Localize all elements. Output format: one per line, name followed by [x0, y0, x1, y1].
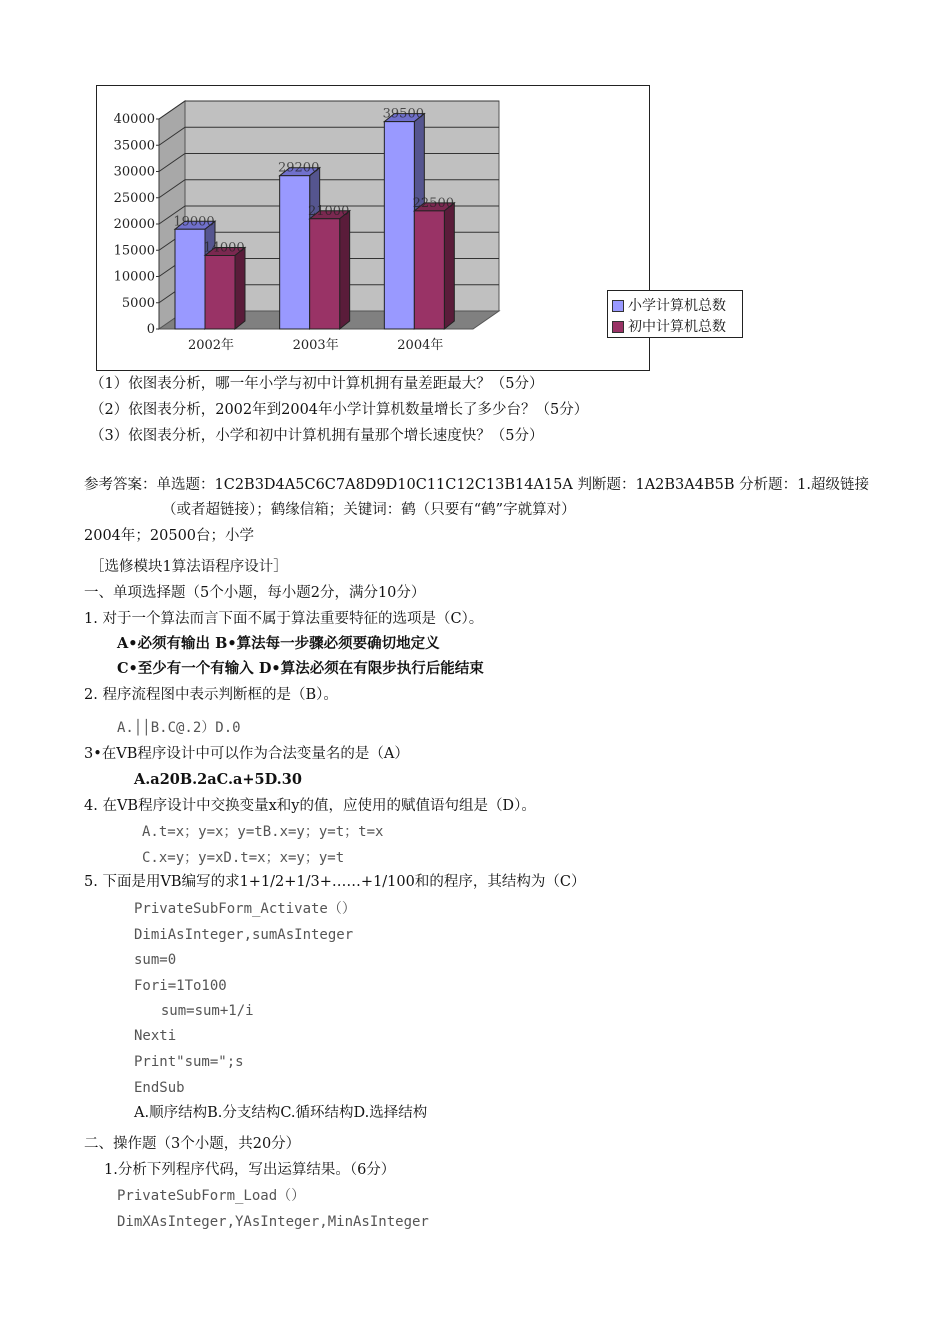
bar-side	[235, 248, 245, 330]
mc-question-1-options-cd: C•至少有一个有输入 D•算法必须在有限步执行后能结束	[117, 660, 484, 677]
y-tick-label: 30000	[113, 164, 155, 180]
x-tick-label: 2002年	[187, 338, 235, 353]
bar-side	[444, 203, 454, 329]
data-label: 21000	[307, 203, 350, 219]
mc-question-4-options-ab: A.t=x；y=x；y=tB.x=y；y=t；t=x	[142, 824, 384, 840]
code-line: Fori=1To100	[134, 978, 227, 994]
data-label: 14000	[203, 240, 245, 256]
chart-legend	[607, 290, 743, 338]
mc-question-5: 5. 下面是用VB编写的求1+1/2+1/3+……+1/100和的程序，其结构为（C）	[84, 874, 586, 890]
legend-item-junior	[612, 316, 726, 336]
code-line: Nexti	[134, 1028, 177, 1044]
bar-chart	[96, 85, 726, 371]
code-line: Print"sum=";s	[134, 1054, 244, 1070]
code-line: DimiAsInteger,sumAsInteger	[134, 927, 354, 943]
answer-line-2: （或者超链接）；鹤缘信箱；关键词：鹤（只要有“鹤”字就算对）	[162, 502, 576, 518]
data-label: 22500	[412, 195, 455, 211]
module-title: ［选修模块1算法语程序设计］	[90, 559, 288, 575]
code-line: PrivateSubForm_Activate（）	[134, 901, 356, 917]
bar	[280, 176, 310, 329]
data-label: 29200	[277, 160, 320, 176]
mc-question-2: 2. 程序流程图中表示判断框的是（B）。	[84, 687, 338, 703]
bar	[414, 211, 444, 329]
data-label: 39500	[382, 106, 425, 122]
y-tick-label: 40000	[113, 112, 155, 127]
operation-code-line-2: DimXAsInteger,YAsInteger,MinAsInteger	[117, 1214, 429, 1230]
operation-code-line-1: PrivateSubForm_Load（）	[117, 1188, 306, 1204]
code-line: EndSub	[134, 1080, 185, 1096]
y-tick-label: 15000	[113, 243, 155, 259]
answer-line-1: 参考答案：单选题：1C2B3D4A5C6C7A8D9D10C11C12C13B14A15A 判断题：1A2B3A4B5B 分析题：1.超级链接	[84, 477, 869, 493]
y-tick-label: 10000	[113, 269, 155, 285]
question-1: （1）依图表分析，哪一年小学与初中计算机拥有量差距最大？（5分）	[90, 376, 544, 392]
mc-question-1: 1. 对于一个算法而言下面不属于算法重要特征的选项是（C）。	[84, 611, 484, 627]
y-tick-label: 20000	[113, 217, 155, 232]
mc-question-5-options: A.顺序结构B.分支结构C.循环结构D.选择结构	[134, 1105, 428, 1121]
question-3: （3）依图表分析，小学和初中计算机拥有量那个增长速度快？（5分）	[90, 428, 544, 444]
answer-line-3: 2004年；20500台；小学	[84, 528, 255, 544]
y-tick-label: 5000	[121, 295, 155, 311]
bar-side	[340, 211, 350, 329]
question-2: （2）依图表分析，2002年到2004年小学计算机数量增长了多少台？（5分）	[90, 402, 589, 418]
y-tick-label: 0	[146, 322, 155, 337]
mc-question-3: 3•在VB程序设计中可以作为合法变量名的是（A）	[84, 746, 409, 762]
x-tick-label: 2004年	[397, 338, 444, 353]
operation-question-1: 1.分析下列程序代码，写出运算结果。（6分）	[104, 1162, 396, 1178]
legend-label-junior: 初中计算机总数	[628, 319, 726, 335]
bar	[205, 256, 235, 330]
mc-question-4: 4. 在VB程序设计中交换变量x和y的值，应使用的赋值语句组是（D）。	[84, 798, 536, 814]
bar	[310, 219, 340, 329]
x-tick-label: 2003年	[292, 338, 339, 353]
mc-question-4-options-cd: C.x=y；y=xD.t=x；x=y；y=t	[142, 850, 345, 866]
bar	[175, 229, 205, 329]
y-tick-label: 35000	[113, 138, 155, 154]
section-1-heading: 一、单项选择题（5个小题，每小题2分，满分10分）	[84, 585, 426, 601]
code-line: sum=sum+1/i	[144, 1003, 254, 1019]
data-label: 19000	[173, 214, 215, 230]
mc-question-3-options: A.a20B.2aC.a+5D.30	[134, 771, 302, 788]
mc-question-1-options-ab: A•必须有输出 B•算法每一步骤必须要确切地定义	[117, 635, 440, 652]
legend-label-primary: 小学计算机总数	[628, 298, 726, 314]
chart-svg	[97, 86, 649, 370]
mc-question-2-options: A.││B.C@.2）D.0	[117, 720, 241, 736]
legend-swatch-junior	[612, 321, 624, 333]
bar	[384, 122, 414, 329]
legend-swatch-primary	[612, 300, 624, 312]
code-line: sum=0	[134, 952, 177, 968]
legend-item-primary	[612, 295, 726, 315]
section-2-heading: 二、操作题（3个小题，共20分）	[84, 1136, 301, 1152]
y-tick-label: 25000	[113, 190, 155, 206]
